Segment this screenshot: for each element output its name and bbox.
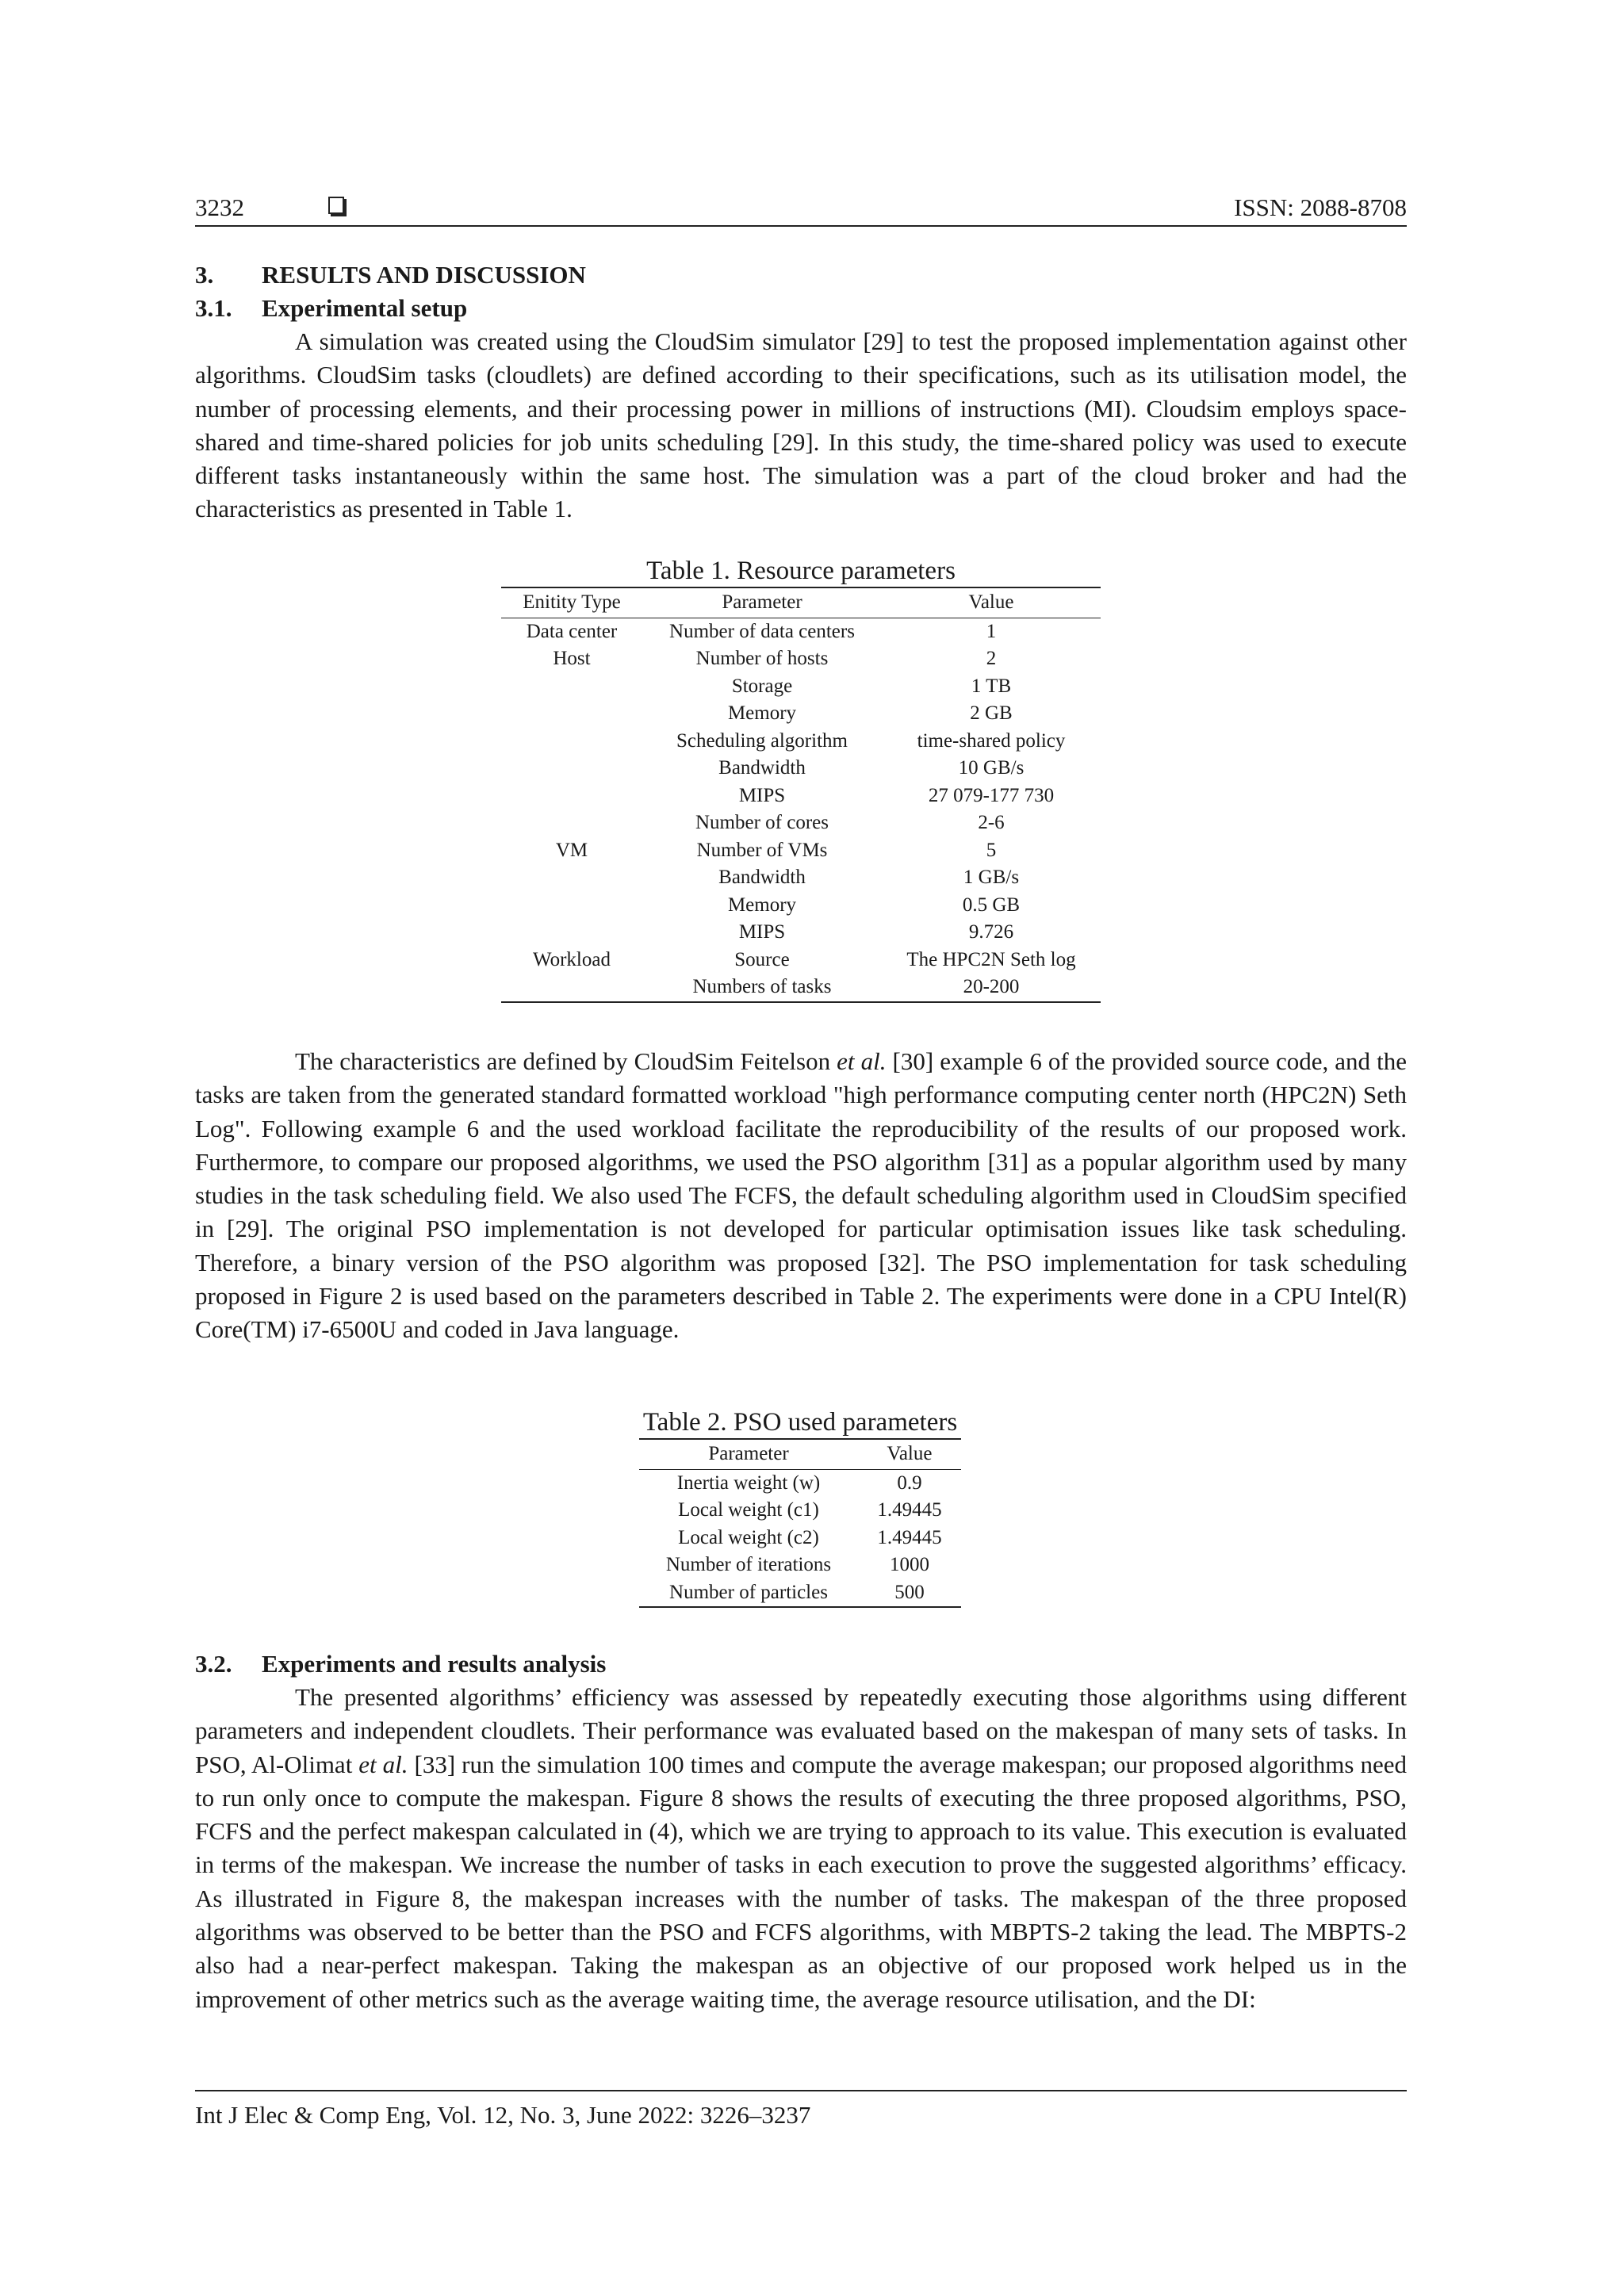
table-cell (501, 673, 642, 701)
table-1-caption: Table 1. Resource parameters (646, 557, 956, 585)
table-cell: Source (734, 948, 790, 970)
table-row (501, 755, 1101, 783)
paragraph-results-analysis (195, 1681, 1407, 2016)
table-cell: Storage (731, 675, 793, 697)
page-number: 3232 (195, 193, 244, 221)
table-cell (501, 783, 642, 810)
subsection-heading-3-1 (195, 292, 467, 325)
table-cell: Bandwidth (718, 757, 806, 779)
subsection-number: 3.2. (195, 1650, 232, 1678)
table-row (501, 783, 1101, 810)
column-header: Parameter (639, 1439, 858, 1469)
table-cell (501, 728, 642, 756)
table-row (501, 919, 1101, 947)
table-cell: 2-6 (978, 812, 1005, 833)
table-2-caption: Table 2. PSO used parameters (642, 1408, 958, 1437)
section-heading-3 (195, 258, 586, 292)
table-row (501, 892, 1101, 920)
issn-label: ISSN: 2088-8708 (1234, 193, 1407, 221)
table-cell: 1.49445 (877, 1526, 942, 1548)
paragraph-text: The characteristics are defined by CloudSim Feitelson (295, 1047, 837, 1075)
table-row (501, 673, 1101, 701)
table-row (501, 837, 1101, 865)
table-cell: 20-200 (882, 974, 1101, 1002)
table-cell (501, 864, 642, 892)
subsection-title: Experiments and results analysis (262, 1650, 607, 1678)
table-row (639, 1579, 961, 1608)
paragraph-characteristics (195, 1045, 1407, 1347)
table-cell: Local weight (c1) (678, 1499, 819, 1521)
table-cell: Workload (533, 948, 611, 970)
table-cell (501, 700, 642, 728)
table-row (501, 728, 1101, 756)
table-cell (501, 919, 642, 947)
journal-citation: Int J Elec & Comp Eng, Vol. 12, No. 3, June 2022: 3226–3237 (195, 2101, 811, 2129)
table-cell: 9.726 (968, 921, 1014, 943)
table-cell: Number of data centers (669, 620, 855, 642)
table-1-grid (501, 587, 1101, 1003)
table-row (501, 618, 1101, 645)
column-header: Value (858, 1439, 961, 1469)
table-cell: Number of VMs (696, 839, 828, 861)
table-cell: Memory (727, 702, 797, 724)
table-cell: MIPS (738, 784, 786, 806)
table-cell: 1.49445 (877, 1499, 942, 1521)
table-2-grid (639, 1438, 961, 1608)
table-cell: Data center (526, 620, 618, 642)
table-cell: 0.9 (897, 1471, 922, 1494)
paragraph-text: The presented algorithms’ efficiency was assessed by repeatedly executing those algorithms using different parameters and independent cloudlets. Their performance was evaluated based on the makespan of many sets of tasks. In PSO, Al-Olimat (195, 1683, 1407, 1778)
section-number: 3. (195, 261, 214, 289)
table-cell: 1 (986, 620, 997, 642)
table-cell: Number of particles (639, 1579, 858, 1608)
table-row (501, 809, 1101, 837)
table-cell: Number of iterations (665, 1554, 832, 1575)
table-cell: 0.5 GB (962, 894, 1021, 916)
table-cell: Memory (727, 894, 797, 916)
table-cell (501, 892, 642, 920)
square-box-icon (328, 197, 344, 214)
table-row (501, 700, 1101, 728)
table-cell (501, 755, 642, 783)
subsection-number: 3.1. (195, 294, 232, 322)
table-cell: Number of hosts (695, 648, 829, 669)
table-cell: 500 (858, 1579, 961, 1608)
paragraph-text: [33] run the simulation 100 times and compute the average makespan; our proposed algorithms need to run only once to compute the makespan. Figure 8 shows the results of executing the three proposed algorithms, PSO, FCFS and the perfect makespan calculated in (4), which we are trying to approach to its value. This execution is evaluated in terms of the makespan. We increase the number of tasks in each execution to prove the suggested algorithms’ efficacy. As illustrated in Figure 8, the makespan increases with the number of tasks. The makespan of the three proposed algorithms was observed to be better than the PSO and FCFS algorithms, with MBPTS-2 taking the lead. The MBPTS-2 also had a near-perfect makespan. Taking the makespan as an objective of our proposed work helped us in the improvement of other metrics such as the average waiting time, the average resource utilisation, and the DI: (195, 1750, 1407, 2013)
table-row (501, 645, 1101, 673)
table-cell: Inertia weight (w) (676, 1471, 821, 1494)
table-cell: 2 (986, 648, 997, 669)
table-cell: 27 079-177 730 (928, 784, 1055, 806)
table-cell: Scheduling algorithm (676, 729, 848, 752)
table-row (501, 947, 1101, 974)
column-header: Value (882, 587, 1101, 618)
table-header-row (639, 1439, 961, 1469)
table-cell: Host (553, 648, 591, 669)
table-cell: time-shared policy (917, 729, 1066, 752)
table-cell: 5 (986, 839, 997, 861)
et-al: et al. (358, 1750, 408, 1778)
section-title: RESULTS AND DISCUSSION (262, 261, 586, 289)
table-1 (501, 555, 1101, 1003)
page-header (195, 190, 1407, 227)
table-cell: Number of cores (695, 812, 829, 833)
table-cell: MIPS (738, 921, 786, 943)
table-cell: The HPC2N Seth log (906, 948, 1076, 970)
table-row (501, 974, 1101, 1002)
table-row (639, 1469, 961, 1497)
page-footer (195, 2090, 1407, 2130)
table-cell: Local weight (c2) (678, 1526, 819, 1548)
subsection-heading-3-2 (195, 1647, 606, 1681)
subsection-title: Experimental setup (262, 294, 468, 322)
table-cell: Bandwidth (718, 867, 806, 888)
table-row (501, 864, 1101, 892)
table-cell: 1000 (890, 1554, 929, 1575)
table-cell: VM (555, 839, 588, 861)
table-cell: 10 GB/s (958, 757, 1025, 779)
table-cell: Numbers of tasks (642, 974, 882, 1002)
table-cell: 1 TB (971, 675, 1012, 697)
table-header-row (501, 587, 1101, 618)
column-header: Enitity Type (501, 587, 642, 618)
table-cell (501, 809, 642, 837)
table-cell (501, 974, 642, 1002)
table-cell: 1 GB/s (963, 867, 1020, 888)
table-cell: 2 GB (970, 702, 1013, 724)
paragraph-text: [30] example 6 of the provided source code, and the tasks are taken from the generated standard formatted workload "high performance computing center north (HPC2N) Seth Log". Following example 6 and the used workload facilitate the reproducibility of the results of our proposed work. Furthermore, to compare our proposed algorithms, we used the PSO algorithm [31] as a popular algorithm used by many studies in the task scheduling field. We also used The FCFS, the default scheduling algorithm used in CloudSim specified in [29]. The original PSO implementation is not developed for particular optimisation issues like task scheduling. Therefore, a binary version of the PSO algorithm was proposed [32]. The PSO implementation for task scheduling proposed in Figure 2 is used based on the parameters described in Table 2. The experiments were done in a CPU Intel(R) Core(TM) i7-6500U and coded in Java language. (195, 1047, 1407, 1344)
table-row (639, 1525, 961, 1552)
et-al: et al. (837, 1047, 887, 1075)
column-header: Parameter (642, 587, 882, 618)
table-row (639, 1497, 961, 1525)
table-2 (639, 1406, 961, 1608)
table-row (639, 1552, 961, 1579)
paragraph-experimental-setup: A simulation was created using the CloudSim simulator [29] to test the proposed implementation against other algorithms. CloudSim tasks (cloudlets) are defined according to their specifications, such as its utilisation model, the number of processing elements, and their processing power in millions of instructions (MI). Cloudsim employs space-shared and time-shared policies for job units scheduling [29]. In this study, the time-shared policy was used to execute different tasks instantaneously within the same host. The simulation was a part of the cloud broker and had the characteristics as presented in Table 1. (195, 327, 1407, 523)
